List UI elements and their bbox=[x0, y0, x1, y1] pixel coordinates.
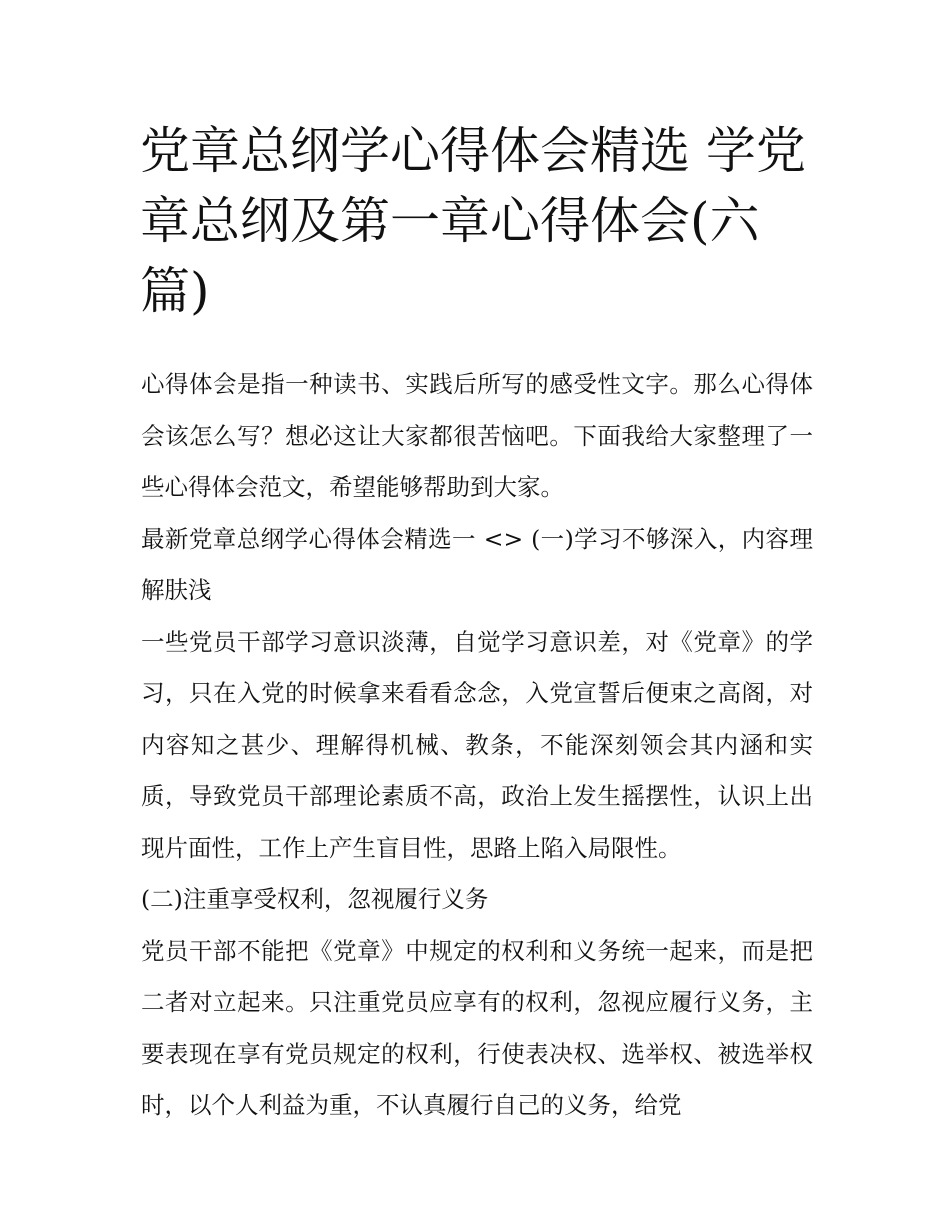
body-paragraph: 一些党员干部学习意识淡薄，自觉学习意识差，对《党章》的学习，只在入党的时候拿来看看念念，入党宣誓后便束之高阁，对内容知之甚少、理解得机械、教条，不能深刻领会其内涵和实质，导致党员干部理论素质不高，政治上发生摇摆性，认识上出现片面性，工作上产生盲目性，思路上陷入局限性。 bbox=[141, 627, 813, 862]
document-title: 党章总纲学心得体会精选 学党章总纲及第一章心得体会(六篇) bbox=[140, 122, 806, 320]
section-heading-1: 最新党章总纲学心得体会精选一 <> (一)学习不够深入，内容理解肤浅 bbox=[141, 524, 813, 604]
document-body bbox=[141, 359, 813, 1132]
body-paragraph: 党员干部不能把《党章》中规定的权利和义务统一起来，而是把二者对立起来。只注重党员应享有的权利，忽视应履行义务，主要表现在享有党员规定的权利，行使表决权、选举权、被选举权时，以个人利益为重，不认真履行自己的义务，给党 bbox=[141, 936, 813, 1119]
intro-paragraph: 心得体会是指一种读书、实践后所写的感受性文字。那么心得体会该怎么写？想必这让大家都很苦恼吧。下面我给大家整理了一些心得体会范文，希望能够帮助到大家。 bbox=[141, 370, 813, 501]
section-heading-2: (二)注重享受权利，忽视履行义务 bbox=[141, 885, 489, 913]
